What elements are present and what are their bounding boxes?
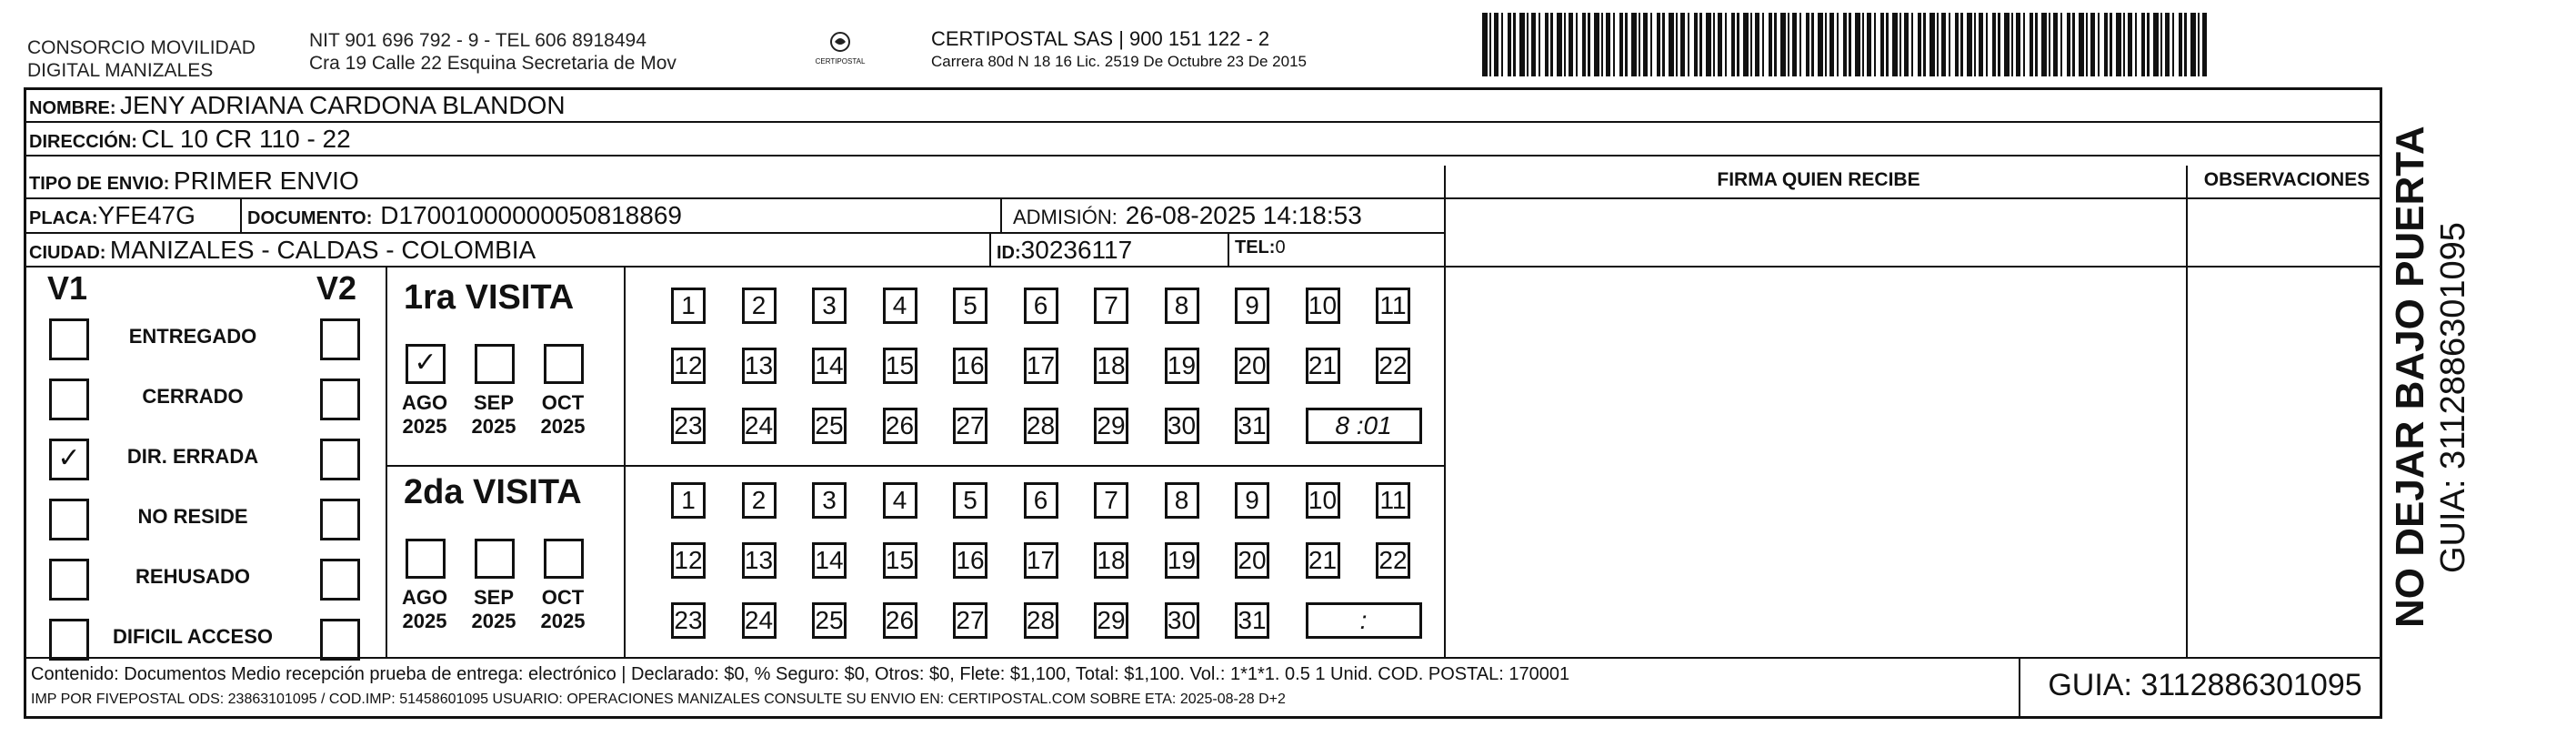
day-box[interactable]: 25 xyxy=(812,602,847,639)
day-box[interactable]: 26 xyxy=(883,408,917,444)
day-box[interactable]: 20 xyxy=(1235,542,1269,579)
visit1-title: 1ra VISITA xyxy=(404,278,575,317)
day-box[interactable]: 28 xyxy=(1024,602,1058,639)
day-box[interactable]: 22 xyxy=(1376,348,1410,384)
company-name: CONSORCIO MOVILIDAD DIGITAL MANIZALES xyxy=(27,37,256,81)
status-label: ENTREGADO xyxy=(128,325,257,348)
tipo-envio-value: PRIMER ENVIO xyxy=(173,167,359,195)
v2-checkbox[interactable] xyxy=(320,379,360,420)
visit2-months-month-label: SEP 2025 xyxy=(471,586,516,632)
v1-checkbox[interactable] xyxy=(49,318,89,360)
day-box[interactable]: 18 xyxy=(1094,542,1128,579)
day-box[interactable]: 1 xyxy=(671,482,706,519)
status-label: REHUSADO xyxy=(135,565,250,588)
visit1-months-month-box[interactable] xyxy=(544,344,584,384)
v2-label: V2 xyxy=(316,269,357,307)
day-box[interactable]: 6 xyxy=(1024,288,1058,324)
side-notice xyxy=(2388,118,2473,628)
day-box[interactable]: 15 xyxy=(883,542,917,579)
v1-checkbox[interactable] xyxy=(49,439,89,480)
direccion-row: DIRECCIÓN: CL 10 CR 110 - 22 xyxy=(29,125,351,153)
day-box[interactable]: 10 xyxy=(1306,288,1340,324)
day-box[interactable]: 2 xyxy=(742,482,777,519)
footer-guia: GUIA: 3112886301095 xyxy=(2048,668,2362,702)
day-box[interactable]: 17 xyxy=(1024,348,1058,384)
certipostal-logo: CERTIPOSTAL xyxy=(811,31,869,66)
day-box[interactable]: 17 xyxy=(1024,542,1058,579)
tel-row: TEL:0 xyxy=(1235,237,1286,257)
day-box[interactable]: 28 xyxy=(1024,408,1058,444)
day-box[interactable]: 2 xyxy=(742,288,777,324)
status-label: NO RESIDE xyxy=(137,505,248,528)
v1-checkbox[interactable] xyxy=(49,379,89,420)
day-box[interactable]: 12 xyxy=(671,348,706,384)
company-contact: NIT 901 696 792 - 9 - TEL 606 8918494 Cra 19 Calle 22 Esquina Secretaria de Mov xyxy=(309,30,677,74)
nombre-row: NOMBRE: JENY ADRIANA CARDONA BLANDON xyxy=(29,91,566,119)
visit1-months-month-label: AGO 2025 xyxy=(401,391,448,438)
day-box[interactable]: 24 xyxy=(742,408,777,444)
admision-value: 26-08-2025 14:18:53 xyxy=(1125,201,1362,229)
day-box[interactable]: 13 xyxy=(742,542,777,579)
v2-checkbox[interactable] xyxy=(320,619,360,661)
barcode xyxy=(1482,13,2210,76)
placa-value: YFE47G xyxy=(97,201,195,229)
direccion-value: CL 10 CR 110 - 22 xyxy=(141,125,351,153)
v1-checkbox[interactable] xyxy=(49,559,89,601)
day-box[interactable]: 27 xyxy=(953,408,987,444)
day-box[interactable]: 8 xyxy=(1165,288,1199,324)
ciudad-value: MANIZALES - CALDAS - COLOMBIA xyxy=(109,236,536,264)
v1-label: V1 xyxy=(47,269,88,307)
day-box[interactable]: 14 xyxy=(812,542,847,579)
day-box[interactable]: 11 xyxy=(1376,482,1410,519)
day-box[interactable]: 16 xyxy=(953,348,987,384)
day-box[interactable]: 11 xyxy=(1376,288,1410,324)
day-box[interactable]: 5 xyxy=(953,482,987,519)
v2-checkbox[interactable] xyxy=(320,499,360,540)
status-label: CERRADO xyxy=(142,385,244,408)
documento-value: D17001000000050818869 xyxy=(380,201,682,229)
day-box[interactable]: 3 xyxy=(812,288,847,324)
day-box[interactable]: 22 xyxy=(1376,542,1410,579)
visit1-months-month-box[interactable] xyxy=(475,344,515,384)
nombre-value: JENY ADRIANA CARDONA BLANDON xyxy=(120,91,566,119)
v2-checkbox[interactable] xyxy=(320,318,360,360)
side-guia: GUIA: 3112886301095 xyxy=(2434,222,2472,573)
day-box[interactable]: 8 xyxy=(1165,482,1199,519)
day-box[interactable]: 4 xyxy=(883,482,917,519)
day-box[interactable]: 30 xyxy=(1165,602,1199,639)
day-box[interactable]: 23 xyxy=(671,602,706,639)
day-box[interactable]: 20 xyxy=(1235,348,1269,384)
day-box[interactable]: 29 xyxy=(1094,602,1128,639)
day-box[interactable]: 15 xyxy=(883,348,917,384)
day-box[interactable]: 29 xyxy=(1094,408,1128,444)
day-box[interactable]: 14 xyxy=(812,348,847,384)
visit2-months-month-label: AGO 2025 xyxy=(401,586,448,632)
day-box[interactable]: 1 xyxy=(671,288,706,324)
day-box[interactable]: 19 xyxy=(1165,542,1199,579)
imp-line: IMP POR FIVEPOSTAL ODS: 23863101095 / COD.IMP: 51458601095 USUARIO: OPERACIONES MANIZALES CONSULTE SU ENVIO EN: CERTIPOSTAL.COM SOBRE ETA: 2025-08-28 D+2 xyxy=(31,692,1286,707)
visit1-months-month-label: SEP 2025 xyxy=(471,391,516,438)
day-box[interactable]: 24 xyxy=(742,602,777,639)
day-box[interactable]: 31 xyxy=(1235,408,1269,444)
no-dejar-text: NO DEJAR BAJO PUERTA xyxy=(2388,126,2432,628)
day-box[interactable]: 18 xyxy=(1094,348,1128,384)
time-box[interactable]: 8 :01 xyxy=(1306,408,1422,444)
day-box[interactable]: 9 xyxy=(1235,288,1269,324)
placa-row: PLACA:YFE47G xyxy=(29,201,195,229)
day-box[interactable]: 9 xyxy=(1235,482,1269,519)
status-label: DIFICIL ACCESO xyxy=(112,625,273,648)
day-box[interactable]: 23 xyxy=(671,408,706,444)
admision-row: ADMISIÓN: 26-08-2025 14:18:53 xyxy=(1013,201,1362,229)
day-box[interactable]: 21 xyxy=(1306,542,1340,579)
day-box[interactable]: 19 xyxy=(1165,348,1199,384)
day-box[interactable]: 7 xyxy=(1094,482,1128,519)
day-box[interactable]: 21 xyxy=(1306,348,1340,384)
contenido-line: Contenido: Documentos Medio recepción prueba de entrega: electrónico | Declarado: $0, % Seguro: $0, Otros: $0, Flete: $1,100, Total: $1,100. Vol.: 1*1*1. 0.5 1 Unid. COD. POSTAL: 170001 xyxy=(31,664,1570,684)
day-box[interactable]: 27 xyxy=(953,602,987,639)
v2-checkbox[interactable] xyxy=(320,439,360,480)
day-box[interactable]: 3 xyxy=(812,482,847,519)
day-box[interactable]: 4 xyxy=(883,288,917,324)
visit2-title: 2da VISITA xyxy=(404,473,582,511)
time-box[interactable]: : xyxy=(1306,602,1422,639)
check-mark-icon: ✓ xyxy=(57,443,81,473)
visit1-months-month-label: OCT 2025 xyxy=(540,391,586,438)
day-box[interactable]: 16 xyxy=(953,542,987,579)
visit2-months-month-label: OCT 2025 xyxy=(540,586,586,632)
day-box[interactable]: 30 xyxy=(1165,408,1199,444)
day-box[interactable]: 25 xyxy=(812,408,847,444)
visit2-months-month-box[interactable] xyxy=(406,539,446,579)
ciudad-row: CIUDAD: MANIZALES - CALDAS - COLOMBIA xyxy=(29,236,536,264)
v1-checkbox[interactable] xyxy=(49,619,89,661)
id-row: ID:30236117 xyxy=(997,236,1133,264)
check-mark-icon: ✓ xyxy=(414,348,437,378)
status-label: DIR. ERRADA xyxy=(126,445,259,468)
day-box[interactable]: 5 xyxy=(953,288,987,324)
v2-checkbox[interactable] xyxy=(320,559,360,601)
day-box[interactable]: 7 xyxy=(1094,288,1128,324)
visit2-months-month-box[interactable] xyxy=(544,539,584,579)
firma-header: FIRMA QUIEN RECIBE xyxy=(1717,169,1920,190)
visit2-months-month-box[interactable] xyxy=(475,539,515,579)
id-value: 30236117 xyxy=(1020,236,1133,264)
day-box[interactable]: 6 xyxy=(1024,482,1058,519)
day-box[interactable]: 12 xyxy=(671,542,706,579)
tipo-envio-row: TIPO DE ENVIO: PRIMER ENVIO xyxy=(29,167,359,195)
visit1-months-month-box[interactable] xyxy=(406,344,446,384)
day-box[interactable]: 13 xyxy=(742,348,777,384)
v1-checkbox[interactable] xyxy=(49,499,89,540)
day-box[interactable]: 10 xyxy=(1306,482,1340,519)
documento-row: DOCUMENTO: D17001000000050818869 xyxy=(247,201,682,229)
day-box[interactable]: 26 xyxy=(883,602,917,639)
day-box[interactable]: 31 xyxy=(1235,602,1269,639)
tel-value: 0 xyxy=(1275,237,1286,257)
observaciones-header: OBSERVACIONES xyxy=(2203,169,2371,190)
certipostal-info: CERTIPOSTAL SAS | 900 151 122 - 2 Carrera 80d N 18 16 Lic. 2519 De Octubre 23 De 2015 xyxy=(931,27,1307,70)
